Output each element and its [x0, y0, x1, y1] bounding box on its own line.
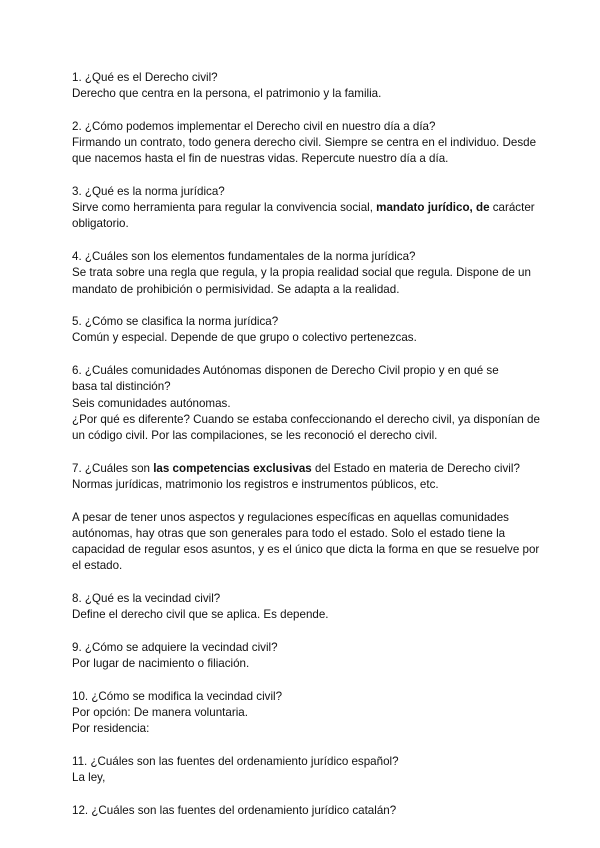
document-page [72, 70, 540, 835]
answer-3-bold-text: mandato jurídico, de [376, 201, 490, 215]
question-6-line-1: 6. ¿Cuáles comunidades Autónomas disponen de Derecho Civil propio y en qué se [72, 364, 499, 378]
question-10: 10. ¿Cómo se modifica la vecindad civil? [72, 689, 283, 703]
answer-3-text-end: carácter [489, 201, 535, 215]
answer-1-line-1: Derecho que centra en la persona, el patrimonio y la familia. [72, 87, 382, 101]
qa-block-5 [72, 314, 532, 346]
answer-11-line-1: La ley, [72, 771, 106, 784]
question-7-bold-text: las competencias exclusivas [153, 461, 312, 475]
paragraph-line-3: capacidad de regular esos asuntos, y es el único que dicta la forma en que se resuelve por [72, 542, 540, 556]
answer-4-line-2: mandato de prohibición o permisividad. Se adapta a la realidad. [72, 282, 400, 296]
paragraph-block [72, 510, 540, 575]
question-7-text-end: del Estado en materia de Derecho civil? [311, 461, 520, 475]
answer-3-line-1 [72, 200, 535, 216]
answer-2-line-1: Firmando un contrato, todo genera derecho civil. Siempre se centra en el individuo. Desde [72, 136, 537, 150]
answer-5-line-1: Común y especial. Depende de que grupo o colectivo pertenezcas. [72, 331, 417, 345]
answer-7-line-1: Normas jurídicas, matrimonio los registros e instrumentos públicos, etc. [72, 477, 439, 491]
qa-block-4 [72, 249, 532, 298]
answer-3-text: Sirve como herramienta para regular la convivencia social, [72, 201, 377, 215]
answer-10-line-1: Por opción: De manera voluntaria. [72, 705, 248, 719]
answer-10-line-2: Por residencia: [72, 722, 150, 736]
answer-2-line-2: que nacemos hasta el fin de nuestras vidas. Repercute nuestro día a día. [72, 152, 449, 166]
question-4: 4. ¿Cuáles son los elementos fundamentales de la norma jurídica? [72, 250, 416, 264]
qa-block-9 [72, 640, 532, 672]
qa-block-11 [72, 754, 532, 786]
answer-6-line-1: Seis comunidades autónomas. [72, 396, 231, 410]
answer-8-line-1: Define el derecho civil que se aplica. Es depende. [72, 608, 329, 622]
qa-block-7 [72, 461, 532, 493]
qa-block-6 [72, 363, 540, 444]
question-5: 5. ¿Cómo se clasifica la norma jurídica? [72, 315, 279, 329]
answer-3-line-2: obligatorio. [72, 217, 129, 231]
answer-6-line-2: ¿Por qué es diferente? Cuando se estaba confeccionando el derecho civil, ya disponían de [72, 412, 540, 426]
question-1: 1. ¿Qué es el Derecho civil? [72, 71, 218, 84]
paragraph-line-4: el estado. [72, 559, 123, 573]
question-9: 9. ¿Cómo se adquiere la vecindad civil? [72, 640, 278, 654]
paragraph-line-1: A pesar de tener unos aspectos y regulaciones específicas en aquellas comunidades [72, 510, 509, 524]
answer-4-line-1: Se trata sobre una regla que regula, y la propia realidad social que regula. Dispone de un [72, 266, 531, 280]
qa-block-8 [72, 591, 532, 623]
question-12: 12. ¿Cuáles son las fuentes del ordenamiento jurídico catalán? [72, 803, 397, 817]
question-6-line-2: basa tal distinción? [72, 380, 171, 394]
question-11: 11. ¿Cuáles son las fuentes del ordenamiento jurídico español? [72, 754, 399, 768]
answer-9-line-1: Por lugar de nacimiento o filiación. [72, 656, 250, 670]
question-7 [72, 461, 532, 477]
answer-6-line-3: un código civil. Por las compilaciones, se les reconoció el derecho civil. [72, 428, 438, 442]
qa-block-10 [72, 689, 532, 738]
qa-block-12 [72, 803, 532, 819]
qa-block-3 [72, 184, 535, 233]
qa-block-1 [72, 70, 532, 102]
qa-block-2 [72, 119, 537, 168]
question-8: 8. ¿Qué es la vecindad civil? [72, 591, 221, 605]
paragraph-line-2: autónomas, hay otras que son generales para todo el estado. Solo el estado tiene la [72, 526, 506, 540]
question-2: 2. ¿Cómo podemos implementar el Derecho civil en nuestro día a día? [72, 119, 436, 133]
question-7-text: 7. ¿Cuáles son [72, 461, 154, 475]
question-3: 3. ¿Qué es la norma jurídica? [72, 185, 225, 199]
